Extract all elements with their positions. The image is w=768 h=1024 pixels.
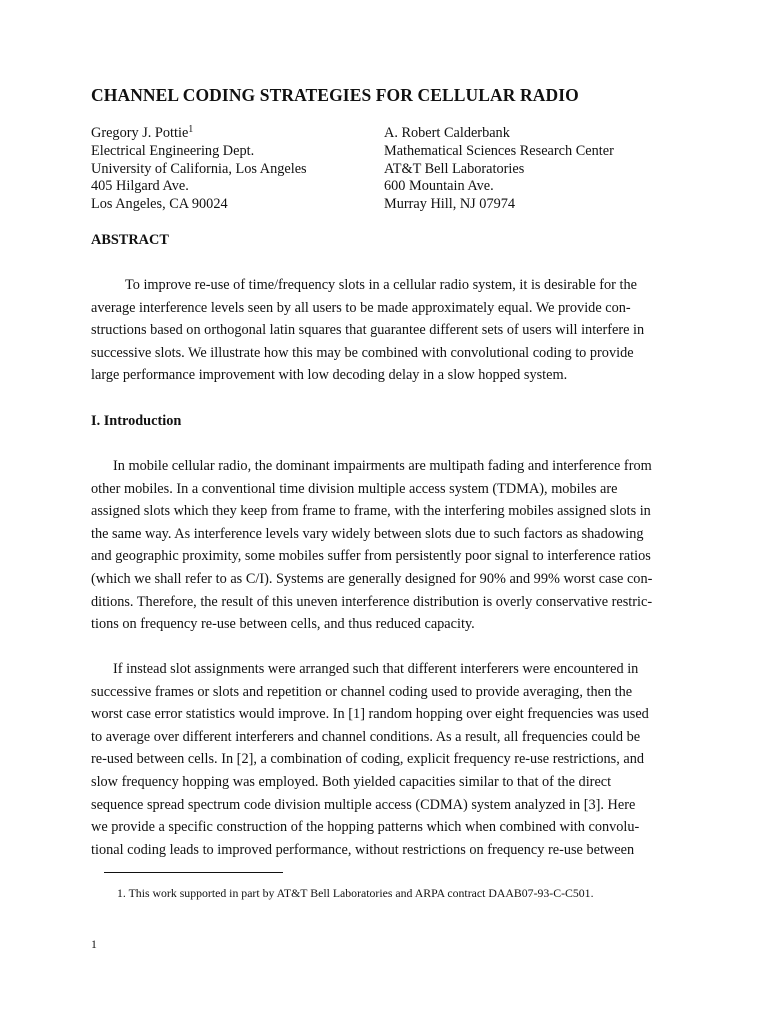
footnote-text: 1. This work supported in part by AT&T Bell Laboratories and ARPA contract DAAB07-93-C-C501. (117, 886, 594, 900)
page-number: 1 (91, 937, 97, 951)
author-affiliation-line: 405 Hilgard Ave. (91, 178, 189, 195)
text-line: worst case error statistics would improve. In [1] random hopping over eight frequencies was used (91, 706, 649, 723)
text-line: successive frames or slots and repetition or channel coding used to provide averaging, then the (91, 683, 633, 700)
author-name-right: A. Robert Calderbank (384, 125, 510, 141)
author-block-left (91, 125, 307, 214)
intro-paragraph-1 (91, 455, 681, 636)
text-line: the same way. As interference levels vary widely between slots due to such factors as shadowing (91, 525, 644, 542)
text-line: (which we shall refer to as C/I). Systems are generally designed for 90% and 99% worst case con- (91, 570, 653, 587)
text-line: tional coding leads to improved performance, without restrictions on frequency re-use between (91, 841, 635, 858)
text-line: and geographic proximity, some mobiles suffer from persistently poor signal to interference ratios (91, 548, 651, 565)
footnote-divider (104, 872, 283, 873)
author-block-right (384, 125, 614, 214)
text-line: tions on frequency re-use between cells, and thus reduced capacity. (91, 616, 475, 633)
paper-title: CHANNEL CODING STRATEGIES FOR CELLULAR RADIO (91, 85, 579, 105)
text-line: other mobiles. In a conventional time division multiple access system (TDMA), mobiles are (91, 480, 618, 497)
text-line: ditions. Therefore, the result of this uneven interference distribution is overly conservative restric- (91, 593, 653, 610)
intro-paragraph-2 (91, 658, 681, 861)
author-affiliation-line: Mathematical Sciences Research Center (384, 142, 614, 159)
author-affiliation-line: AT&T Bell Laboratories (384, 160, 525, 177)
text-line: to average over different interferers and channel conditions. As a result, all frequencies could be (91, 728, 641, 745)
abstract-paragraph (91, 274, 681, 387)
section-heading-introduction: I. Introduction (91, 413, 182, 429)
author-affiliation-line: Murray Hill, NJ 07974 (384, 196, 516, 213)
text-line: To improve re-use of time/frequency slots in a cellular radio system, it is desirable for the (125, 277, 637, 293)
text-line: assigned slots which they keep from frame to frame, with the interfering mobiles assigned slots in (91, 503, 651, 520)
text-line: structions based on orthogonal latin squares that guarantee different sets of users will interfere in (91, 322, 645, 339)
footnote-mark: 1 (188, 124, 194, 135)
author-affiliation-line: 600 Mountain Ave. (384, 178, 494, 195)
text-line: If instead slot assignments were arranged such that different interferers were encountered in (113, 661, 639, 677)
author-affiliation-line: Los Angeles, CA 90024 (91, 196, 228, 213)
text-line: large performance improvement with low decoding delay in a slow hopped system. (91, 367, 568, 384)
text-line: In mobile cellular radio, the dominant impairments are multipath fading and interference from (113, 458, 652, 474)
text-line: successive slots. We illustrate how this may be combined with convolutional coding to provide (91, 344, 634, 361)
author-name-left: Gregory J. Pottie$^1$ (91, 124, 194, 141)
author-affiliation-line: Electrical Engineering Dept. (91, 142, 255, 159)
text-line: re-used between cells. In [2], a combination of coding, explicit frequency re-use restrictions, and (91, 751, 645, 768)
text-line: we provide a specific construction of the hopping patterns which when combined with convolu- (91, 819, 640, 836)
text-line: slow frequency hopping was employed. Both yielded capacities similar to that of the direct (91, 773, 612, 790)
text-line: average interference levels seen by all users to be made approximately equal. We provide con- (91, 299, 631, 316)
abstract-heading: ABSTRACT (91, 232, 169, 248)
text-line: sequence spread spectrum code division multiple access (CDMA) system analyzed in [3]. Here (91, 796, 636, 813)
author-affiliation-line: University of California, Los Angeles (91, 160, 307, 177)
